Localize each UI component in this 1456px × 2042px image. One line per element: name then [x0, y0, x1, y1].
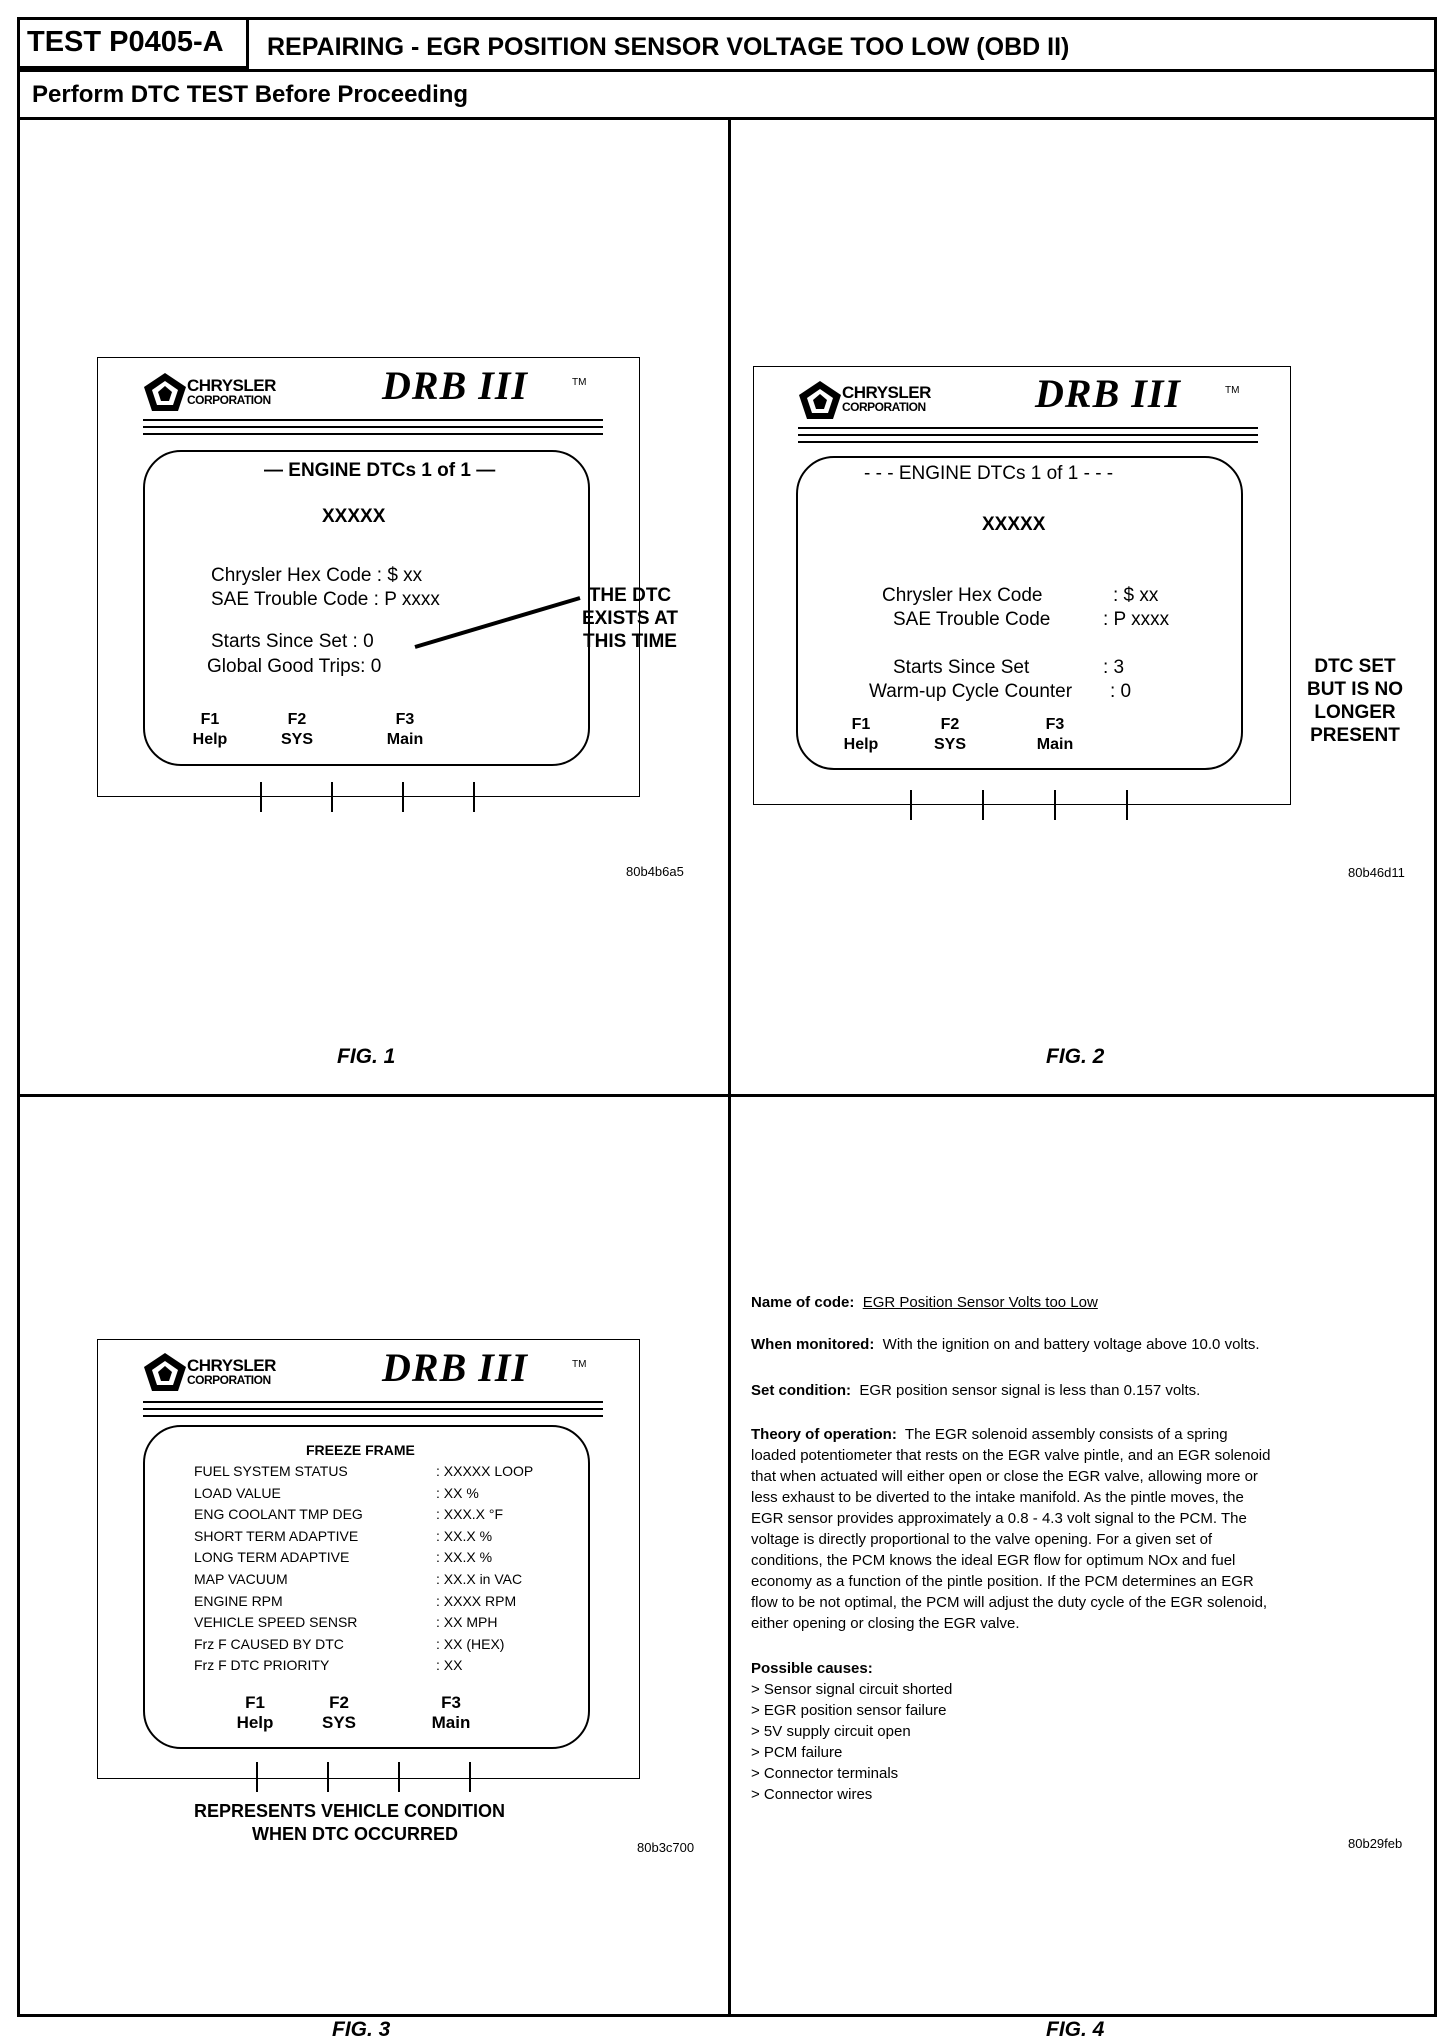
figure-caption: FIG. 2: [1046, 1045, 1105, 1068]
test-id: TEST P0405-A: [27, 26, 224, 58]
cause-item: > Sensor signal circuit shorted: [751, 1681, 953, 1698]
f2-key: [312, 1693, 366, 1733]
brand-line2: CORPORATION: [187, 393, 271, 407]
theory-body: [751, 1445, 1401, 1634]
freeze-frame-value: : XX (HEX): [436, 1635, 505, 1652]
f3-label: F3: [1045, 716, 1065, 733]
f1-label: F1: [245, 1693, 265, 1712]
trademark: TM: [572, 377, 587, 388]
fig1-callout: [570, 584, 690, 653]
theory-line: economy as a function of the pintle position. If the PCM determines an EGR: [751, 1573, 1254, 1590]
f3-label: F3: [395, 711, 415, 728]
f2-key: [923, 715, 977, 755]
cause-item: > PCM failure: [751, 1744, 843, 1761]
brand-line2: CORPORATION: [187, 1373, 271, 1387]
theory-line: less exhaust to be diverted to the intake manifold. As the pintle moves, the: [751, 1489, 1244, 1506]
brand-line2: CORPORATION: [842, 400, 926, 414]
theory-line: The EGR solenoid assembly consists of a spring: [904, 1426, 1228, 1443]
freeze-frame-label: ENG COOLANT TMP DEG: [194, 1506, 363, 1523]
freeze-frame-value: : XX.X %: [436, 1549, 493, 1566]
freeze-frame-value: : XX %: [436, 1484, 479, 1501]
code-name-line: [751, 1292, 1098, 1313]
theory-line: EGR sensor provides approximately a 0.8 - 4.3 volt signal to the PCM. The: [751, 1510, 1247, 1527]
screen-rule: [798, 434, 1258, 436]
freeze-frame-label: VEHICLE SPEED SENSR: [194, 1614, 358, 1631]
screen-title: - - - ENGINE DTCs 1 of 1 - - -: [864, 463, 1114, 484]
f1-label: F1: [851, 716, 871, 733]
theory-line: conditions, the PCM knows the ideal EGR flow for optimum NOx and fuel: [751, 1552, 1236, 1569]
button-tick: [982, 790, 984, 820]
sae-code-value: : P xxxx: [1103, 609, 1170, 630]
set-condition-line: [751, 1380, 1200, 1401]
freeze-frame-value: : XX MPH: [436, 1614, 498, 1631]
starts-since-set-value: : 3: [1103, 657, 1125, 678]
hex-code-label: Chrysler Hex Code: [882, 585, 1043, 606]
callout-line: BUT IS NO: [1306, 679, 1404, 700]
fig3-note-line2: WHEN DTC OCCURRED: [252, 1824, 458, 1844]
image-id: 80b46d11: [1348, 865, 1405, 880]
starts-since-set: Starts Since Set : 0: [211, 631, 374, 652]
warmup-counter-value: : 0: [1110, 681, 1132, 702]
theory-of-operation: [751, 1424, 1401, 1634]
f2-label: F2: [329, 1693, 349, 1712]
screen-title: — ENGINE DTCs 1 of 1 —: [264, 460, 496, 481]
brand-line1: CHRYSLER: [187, 376, 276, 395]
callout-line: DTC SET: [1314, 656, 1396, 677]
trademark: TM: [572, 1359, 587, 1370]
page-title: REPAIRING - EGR POSITION SENSOR VOLTAGE TOO LOW (OBD II): [267, 33, 1070, 61]
sae-code-label: SAE Trouble Code: [893, 609, 1051, 630]
theory-line: either opening or closing the EGR valve.: [751, 1615, 1020, 1632]
f3-main: Main: [386, 731, 424, 748]
callout-line: THE DTC: [588, 585, 672, 606]
freeze-frame-label: MAP VACUUM: [194, 1571, 288, 1587]
fig2-callout: [1290, 655, 1420, 747]
dtc-code: XXXXX: [322, 506, 386, 527]
cause-item: > Connector terminals: [751, 1765, 899, 1782]
f2-sys: SYS: [933, 736, 966, 753]
when-monitored-label: When monitored:: [751, 1336, 875, 1353]
f1-label: F1: [200, 711, 220, 728]
freeze-frame-label: ENGINE RPM: [194, 1592, 283, 1609]
figure-caption: FIG. 3: [332, 2018, 391, 2041]
button-tick: [398, 1762, 400, 1792]
product-name: DRB III: [382, 363, 528, 408]
freeze-frame-value: : XXXXX LOOP: [436, 1463, 534, 1479]
global-good-trips: Global Good Trips: 0: [207, 656, 382, 677]
screen-title: FREEZE FRAME: [306, 1442, 415, 1458]
possible-causes-label: Possible causes:: [751, 1660, 873, 1677]
image-id: 80b4b6a5: [626, 864, 684, 879]
freeze-frame-label: Frz F CAUSED BY DTC: [194, 1635, 344, 1652]
cause-item: > 5V supply circuit open: [751, 1723, 911, 1740]
freeze-frame-label: LOAD VALUE: [194, 1484, 281, 1501]
product-name: DRB III: [382, 1345, 528, 1390]
set-condition-label: Set condition:: [751, 1382, 851, 1399]
set-condition-value: EGR position sensor signal is less than 0.157 volts.: [859, 1382, 1201, 1399]
theory-line: that when actuated will either open or close the EGR valve, allowing more or: [751, 1468, 1258, 1485]
f2-label: F2: [940, 716, 960, 733]
starts-since-set-label: Starts Since Set: [893, 657, 1030, 678]
f2-sys: SYS: [321, 1713, 357, 1732]
callout-line: LONGER: [1314, 702, 1396, 723]
freeze-frame-value: : XXXX RPM: [436, 1592, 517, 1609]
freeze-frame-value: : XXX.X °F: [436, 1506, 504, 1523]
screen-rule: [798, 427, 1258, 429]
possible-causes-list: [751, 1679, 952, 1805]
freeze-frame-label: FUEL SYSTEM STATUS: [194, 1463, 348, 1479]
figure-caption: FIG. 4: [1046, 2018, 1105, 2041]
freeze-frame-label: Frz F DTC PRIORITY: [194, 1657, 330, 1674]
f1-key: [228, 1693, 282, 1733]
pentastar-logo-icon: [798, 380, 842, 420]
figure-caption: FIG. 1: [337, 1045, 396, 1068]
brand-line1: CHRYSLER: [842, 383, 931, 402]
hex-code-value: : $ xx: [1113, 585, 1159, 606]
dtc-code: XXXXX: [982, 514, 1046, 535]
code-name-label: Name of code:: [751, 1294, 855, 1311]
page-subtitle: Perform DTC TEST Before Proceeding: [32, 81, 469, 108]
f1-help: Help: [236, 1713, 274, 1732]
pentastar-logo-icon: [143, 1352, 187, 1392]
freeze-frame-value: : XX.X %: [436, 1527, 493, 1544]
fig3-note-line1: REPRESENTS VEHICLE CONDITION: [194, 1801, 506, 1821]
freeze-frame-label: LONG TERM ADAPTIVE: [194, 1549, 350, 1566]
warmup-counter-label: Warm-up Cycle Counter: [869, 681, 1073, 702]
screen-rule: [143, 1415, 603, 1417]
trademark: TM: [1225, 385, 1240, 396]
freeze-frame-value: : XX: [436, 1657, 463, 1674]
button-tick: [256, 1762, 258, 1792]
f3-key: [421, 1693, 481, 1733]
f3-main: Main: [431, 1713, 471, 1732]
cause-item: > EGR position sensor failure: [751, 1702, 947, 1719]
brand-line1: CHRYSLER: [187, 1356, 276, 1375]
cause-item: > Connector wires: [751, 1786, 873, 1803]
f2-sys: SYS: [280, 731, 313, 748]
freeze-frame-value: : XX.X in VAC: [436, 1571, 523, 1587]
hex-code-line: Chrysler Hex Code : $ xx: [211, 565, 423, 586]
f1-key: [834, 715, 888, 755]
sae-code-line: SAE Trouble Code : P xxxx: [211, 589, 440, 610]
freeze-frame-label: SHORT TERM ADAPTIVE: [194, 1527, 359, 1544]
f3-main: Main: [1036, 736, 1074, 753]
f1-help: Help: [192, 731, 228, 748]
image-id: 80b29feb: [1348, 1836, 1403, 1851]
callout-line: EXISTS AT: [581, 608, 679, 629]
image-id: 80b3c700: [637, 1840, 695, 1855]
f1-help: Help: [843, 736, 879, 753]
callout-line: PRESENT: [1310, 725, 1400, 746]
theory-line: voltage is directly proportional to the valve opening. For a given set of: [751, 1531, 1213, 1548]
screen-rule: [143, 1401, 603, 1403]
screen-rule: [143, 1408, 603, 1410]
screen-rule: [798, 441, 1258, 443]
button-tick: [910, 790, 912, 820]
callout-line: THIS TIME: [583, 631, 677, 652]
code-name-value: EGR Position Sensor Volts too Low: [862, 1294, 1098, 1311]
f3-key: [1025, 715, 1085, 755]
button-tick: [1126, 790, 1128, 820]
button-tick: [1054, 790, 1056, 820]
button-tick: [327, 1762, 329, 1792]
when-monitored-value: With the ignition on and battery voltage above 10.0 volts.: [882, 1336, 1260, 1353]
button-tick: [469, 1762, 471, 1792]
theory-line: loaded potentiometer that rests on the EGR valve pintle, and an EGR solenoid: [751, 1447, 1271, 1464]
product-name: DRB III: [1035, 371, 1181, 416]
theory-label: Theory of operation:: [751, 1426, 897, 1443]
f3-label: F3: [441, 1693, 461, 1712]
theory-line: flow to be not optimal, the PCM will adjust the duty cycle of the EGR solenoid,: [751, 1594, 1268, 1611]
when-monitored-line: [751, 1334, 1260, 1355]
f2-label: F2: [287, 711, 307, 728]
